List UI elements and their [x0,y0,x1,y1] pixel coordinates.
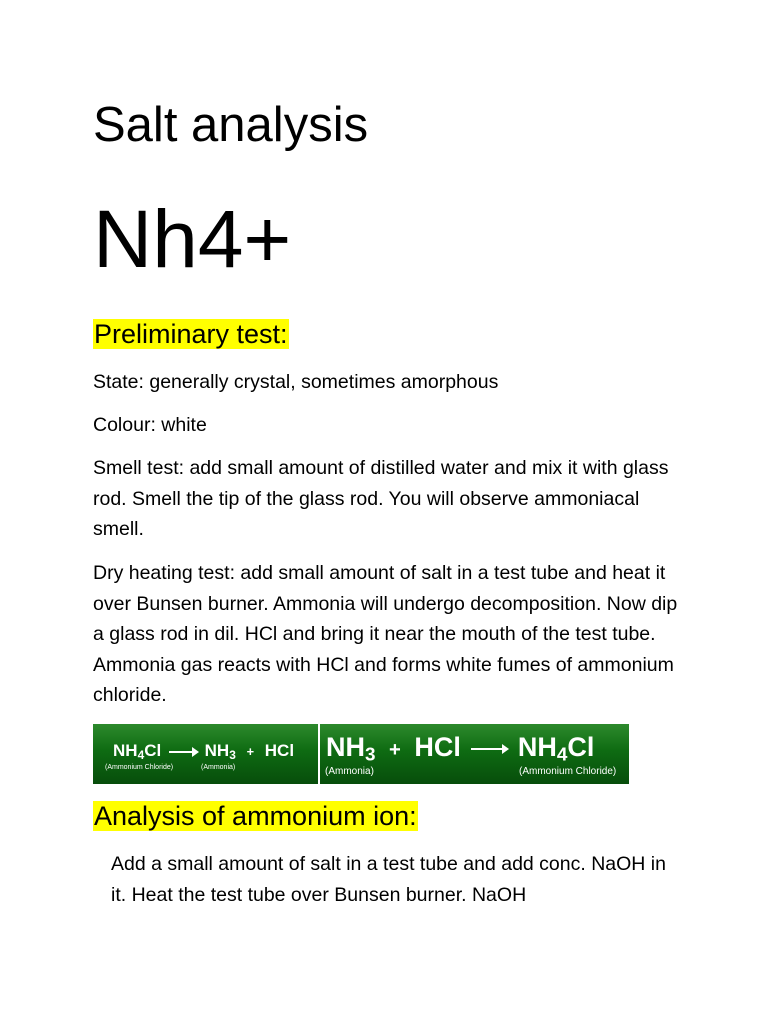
paragraph-state: State: generally crystal, sometimes amorphous [93,371,499,393]
ion-heading: Nh4+ [93,194,292,285]
section-heading-preliminary [93,318,289,351]
combination-equation-panel [320,724,629,784]
decomposition-equation [113,741,318,762]
paragraph-dry-heating-test: Dry heating test: add small amount of salt in a test tube and heat it over Bunsen burner. Ammonia will undergo decomposition. Now dip a glass rod in dil. HCl and bring it near the mouth of the test tube. Ammonia gas reacts with HCl and forms white fumes of ammonium chloride. [93,562,678,706]
label-ammonia: (Ammonia) [325,766,374,777]
eq-plus: + [246,744,255,759]
eq-plus: + [389,739,401,761]
label-ammonia: (Ammonia) [201,764,236,771]
eq-product1: NH [204,741,230,760]
reaction-equation-banner [93,724,629,784]
paragraph-smell-test: Smell test: add small amount of distilled water and mix it with glass rod. Smell the tip of the glass rod. You will observe ammoniacal smell. [93,457,669,540]
eq-product2: HCl [264,741,295,760]
paragraph-colour: Colour: white [93,414,207,436]
document-title: Salt analysis [93,98,369,152]
eq-reactant2: HCl [414,732,461,762]
eq-product-subscript: 4 [556,744,568,766]
reaction-arrow-icon [169,751,197,753]
highlighted-heading-text: Analysis of ammonium ion: [94,801,417,831]
decomposition-equation-panel [93,724,318,784]
paragraph-analysis: Add a small amount of salt in a test tube and add conc. NaOH in it. Heat the test tube over Bunsen burner. NaOH [111,853,666,906]
section-heading-analysis [93,800,418,833]
eq-reactant-subscript: 4 [137,747,145,762]
eq-reactant1: NH [326,732,365,762]
label-ammonium-chloride: (Ammonium Chloride) [519,766,617,777]
eq-product: NH [517,732,557,762]
eq-reactant1-subscript: 3 [365,744,376,766]
eq-product-tail: Cl [567,732,595,762]
highlighted-heading-text: Preliminary test: [94,319,288,349]
eq-reactant: NH [113,741,138,760]
eq-reactant-tail: Cl [144,741,162,760]
reaction-arrow-icon [471,748,507,750]
eq-product1-subscript: 3 [229,747,236,762]
label-ammonium-chloride: (Ammonium Chloride) [105,764,174,771]
combination-equation [326,732,629,767]
